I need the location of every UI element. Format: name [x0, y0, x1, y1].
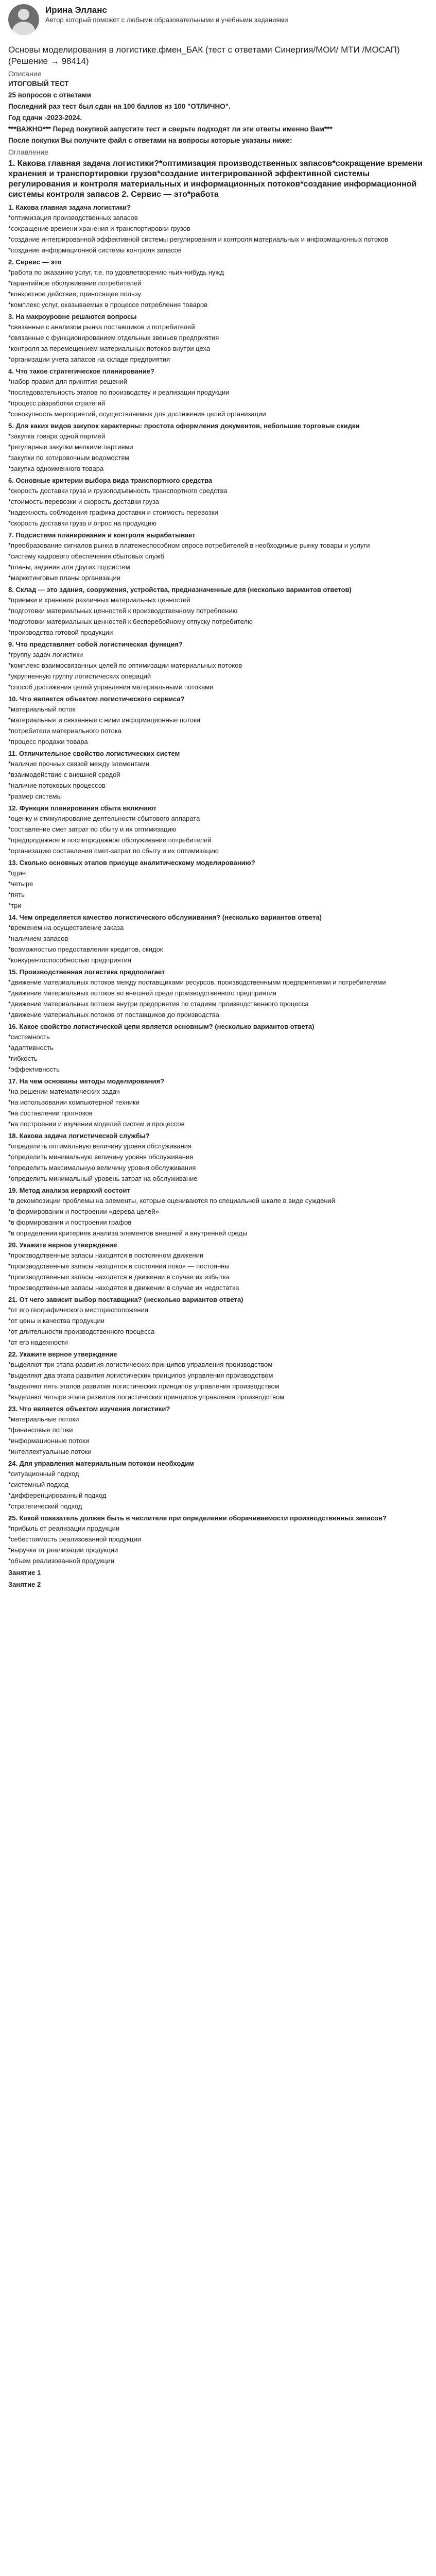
answer-option: *преобразование сигналов рынка в платежеспособном спросе потребителей в необходимые рынку товары и услуги	[8, 541, 370, 549]
question-block	[8, 1514, 428, 1565]
toc-label: Оглавление	[8, 148, 49, 156]
question-title: 9. Что представляет собой логистическая функция?	[8, 640, 183, 648]
final-test-heading: ИТОГОВЫЙ ТЕСТ	[8, 80, 69, 88]
question-title: 18. Какова задача логистической службы?	[8, 1132, 150, 1140]
question-block	[8, 203, 428, 255]
answer-option: *системность	[8, 1033, 50, 1041]
author-info	[45, 4, 334, 24]
answer-option: *материальные потоки	[8, 1415, 79, 1423]
answer-option: *предпродажное и послепродажное обслуживание потребителей	[8, 836, 212, 844]
answer-option: *закупка товара одной партией	[8, 432, 106, 440]
answer-option: *стоимость перевозки и скорость доставки груза	[8, 498, 160, 505]
year-text: Год сдачи -2023-2024.	[8, 114, 82, 122]
answer-option: *укрупненную группу логистических операций	[8, 672, 151, 680]
answer-option: *взаимодействие с внешней средой	[8, 771, 120, 778]
answer-option: *движение материальных потоков от поставщиков до производства	[8, 1011, 219, 1019]
answer-option: *определить максимальную величину уровня обслуживания	[8, 1164, 196, 1172]
answer-option: *скорость доставки груза и опрос на продукцию	[8, 519, 157, 527]
answer-option: *от длительности производственного процесса	[8, 1328, 155, 1335]
answer-option: *движение материальных потоков между поставщиками ресурсов, производственными предприятиями и потребителями	[8, 978, 386, 986]
answer-option: *оценку и стимулирование деятельности сбытового аппарата	[8, 815, 200, 822]
question-block	[8, 1404, 428, 1456]
answer-option: *выделяют пять этапов развития логистических принципов управления производством	[8, 1382, 280, 1390]
question-title: 24. Для управления материальным потоком необходим	[8, 1460, 194, 1467]
answer-option: *интеллектуальные потоки	[8, 1448, 92, 1455]
answer-option: *комплекс услуг, оказываемых в процессе потребления товаров	[8, 301, 208, 309]
answer-option: *совокупность мероприятий, осуществляемых для достижения целей организации	[8, 410, 266, 418]
question-block	[8, 367, 428, 418]
answer-option: *в формировании и построении «дерева целей»	[8, 1208, 159, 1215]
answer-option: *финансовые потоки	[8, 1426, 73, 1434]
answer-option: *создание интегрированной эффективной системы регулирования и контроля материальных и информационных потоков	[8, 235, 389, 243]
answer-option: *на составлении прогнозов	[8, 1109, 93, 1117]
question-block	[8, 476, 428, 528]
question-block	[8, 913, 428, 964]
question-title: 20. Укажите верное утверждение	[8, 1241, 117, 1249]
answer-option: *объем реализованной продукции	[8, 1557, 115, 1565]
question-block	[8, 1350, 428, 1401]
answer-option: *комплекс взаимосвязанных целей по оптимизации материальных потоков	[8, 662, 242, 669]
answer-option: *один	[8, 869, 26, 877]
answer-option: *стратегический подход	[8, 1502, 82, 1510]
avatar-body-shape	[12, 22, 35, 35]
answer-option: *способ достижения целей управления материальными потоками	[8, 683, 214, 691]
answer-option: *планы, задания для других подсистем	[8, 563, 130, 571]
answer-option: *маркетинговые планы организации	[8, 574, 120, 582]
answer-option: *возможностью предоставления кредитов, скидок	[8, 945, 163, 953]
question-title: 17. На чем основаны методы моделирования?	[8, 1077, 165, 1085]
question-block	[8, 640, 428, 691]
answer-option: *от его надежности	[8, 1338, 68, 1346]
answer-option: *системный подход	[8, 1481, 69, 1488]
author-name[interactable]: Ирина Элланс	[45, 5, 107, 15]
answer-option: *производственные запасы находятся в постоянном движении	[8, 1251, 204, 1259]
question-block	[8, 694, 428, 746]
question-block	[8, 585, 428, 637]
question-title: 22. Укажите верное утверждение	[8, 1350, 117, 1358]
answer-option: *наличие прочных связей между элементами	[8, 760, 150, 768]
lesson-2-heading: Занятие 2	[8, 1581, 41, 1588]
question-block	[8, 1241, 428, 1292]
answer-option: *создание информационной системы контроля запасов	[8, 246, 182, 254]
lesson-1-heading: Занятие 1	[8, 1569, 41, 1577]
answer-option: *конкурентоспособностью предприятия	[8, 956, 131, 964]
answer-option: *приемки и хранения различных материальных ценностей	[8, 596, 190, 604]
avatar[interactable]	[8, 4, 39, 35]
answer-option: *закупка одноименного товара	[8, 465, 104, 472]
answer-option: *организацию составления смет-затрат по сбыту и их оптимизацию	[8, 847, 219, 855]
answer-option: *три	[8, 902, 22, 909]
question-title: 16. Какое свойство логистической цепи является основным? (несколько вариантов ответа)	[8, 1023, 315, 1030]
answer-option: *на решении математических задач	[8, 1088, 120, 1095]
answer-option: *потребители материального потока	[8, 727, 122, 735]
question-title: 21. От чего зависит выбор поставщика? (несколько вариантов ответа)	[8, 1296, 243, 1303]
answer-option: *конкретное действие, приносящее пользу	[8, 290, 142, 298]
answer-option: *подготовки материальных ценностей к производственному потреблению	[8, 607, 238, 615]
important-note: ***ВАЖНО*** Перед покупкой запустите тест и сверьте подходят ли эти ответы именно Вам***	[8, 125, 333, 133]
question-title: 19. Метод анализа иерархий состоит	[8, 1187, 130, 1194]
answer-option: *производственные запасы находятся в движении в случае их недостатка	[8, 1284, 239, 1292]
answer-option: *связанные с функционированием отдельных звеньев предприятия	[8, 334, 219, 342]
question-title: 1. Какова главная задача логистики?	[8, 204, 131, 211]
question-block	[8, 1459, 428, 1511]
answer-option: *определить оптимальную величину уровня обслуживания	[8, 1142, 192, 1150]
question-title: 25. Какой показатель должен быть в числителе при определении оборачиваемости производственных запасов?	[8, 1514, 387, 1522]
question-title: 12. Функции планирования сбыта включают	[8, 804, 156, 812]
question-block	[8, 1295, 428, 1347]
answer-option: *организации учета запасов на складе предприятия	[8, 355, 170, 363]
answer-option: *прибыль от реализации продукции	[8, 1524, 120, 1532]
answer-option: *производства готовой продукции	[8, 629, 113, 636]
question-title: 15. Производственная логистика предполагает	[8, 968, 165, 976]
question-title: 6. Основные критерии выбора вида транспортного средства	[8, 477, 213, 484]
question-block	[8, 1186, 428, 1238]
question-title: 7. Подсистема планирования и контроля вырабатывает	[8, 531, 196, 539]
answer-option: *пять	[8, 891, 25, 899]
question-block	[8, 1077, 428, 1128]
after-purchase-note: После покупки Вы получите файл с ответами на вопросы которые указаны ниже:	[8, 137, 292, 144]
answer-option: *себестоимость реализованной продукции	[8, 1535, 141, 1543]
answer-option: *движение материальных потоков во внешней среде производственного предприятия	[8, 989, 276, 997]
question-title: 11. Отличительное свойство логистических систем	[8, 750, 180, 757]
page-title: Основы моделирования в логистике.фмен_БАК (тест с ответами Синергия/МОИ/ МТИ /МОСАП) (Решение → 98414)	[8, 45, 400, 66]
answer-option: *надежность соблюдения графика доставки и стоимость перевозки	[8, 509, 218, 516]
question-title: 14. Чем определяется качество логистического обслуживания? (несколько вариантов ответа)	[8, 913, 322, 921]
last-result: Последний раз тест был сдан на 100 баллов из 100 "ОТЛИЧНО".	[8, 103, 231, 110]
answer-option: *размер системы	[8, 792, 62, 800]
answer-option: *последовательность этапов по производству и реализации продукции	[8, 388, 230, 396]
answer-option: *в декомпозиции проблемы на элементы, которые оцениваются по специальной шкале в виде суждений	[8, 1197, 336, 1205]
question-title: 3. На макроуровне решаются вопросы	[8, 313, 137, 320]
answer-option: *определить минимальный уровень затрат на обслуживание	[8, 1175, 198, 1182]
answer-option: *выделяют два этапа развития логистических принципов управления производством	[8, 1371, 273, 1379]
toc-intro-question: 1. Какова главная задача логистики?*оптимизация производственных запасов*сокращение времени хранения и транспортировки грузов*создание интегрированной эффективной системы регулирования и контроля материальных и информационных потоков*создание информационной системы контроля запасов 2. Сервис — это*работа	[8, 159, 423, 199]
answer-option: *производственные запасы находятся в движении в случае их избытка	[8, 1273, 230, 1281]
answer-option: *от цены и качества продукции	[8, 1317, 105, 1325]
answer-option: *на использовании компьютерной техники	[8, 1098, 140, 1106]
question-block	[8, 858, 428, 910]
answer-option: *дифференцированный подход	[8, 1492, 107, 1499]
answer-option: *от его географического месторасположения	[8, 1306, 148, 1314]
questions-count: 25 вопросов с ответами	[8, 91, 92, 99]
question-block	[8, 258, 428, 309]
answer-option: *движение материальных потоков внутри предприятия по стадиям производственного процесса	[8, 1000, 309, 1008]
answer-option: *временем на осуществление заказа	[8, 924, 124, 931]
answer-option: *четыре	[8, 880, 33, 888]
answer-option: *закупки по котировочным ведомостям	[8, 454, 130, 462]
description-label: Описание	[8, 70, 42, 78]
answer-option: *гибкость	[8, 1055, 38, 1062]
answer-option: *материальный поток	[8, 705, 76, 713]
answer-option: *производственные запасы находятся в состоянии покоя — постоянны	[8, 1262, 230, 1270]
answer-option: *определить минимальную величину уровня обслуживания	[8, 1153, 194, 1161]
question-block	[8, 804, 428, 855]
question-block	[8, 531, 428, 582]
question-block	[8, 968, 428, 1019]
answer-option: *процесс разработки стратегий	[8, 399, 106, 407]
answer-option: *связанные с анализом рынка поставщиков и потребителей	[8, 323, 195, 331]
answer-option: *на построении и изучении моделей систем и процессов	[8, 1120, 185, 1128]
answer-option: *наличием запасов	[8, 935, 68, 942]
question-block	[8, 749, 428, 801]
answer-option: *информационные потоки	[8, 1437, 90, 1445]
question-block	[8, 312, 428, 364]
answer-option: *в формировании и построении графов	[8, 1218, 132, 1226]
avatar-head-shape	[18, 9, 29, 20]
question-block	[8, 1131, 428, 1183]
author-block	[8, 4, 428, 36]
question-title: 13. Сколько основных этапов присуще аналитическому моделированию?	[8, 859, 255, 867]
answer-option: *наличие потоковых процессов	[8, 782, 106, 789]
author-description: Автор который поможет с любыми образовательными и учебными заданиями	[45, 16, 288, 24]
answer-option: *эффективность	[8, 1065, 60, 1073]
answer-option: *подготовки материальных ценностей к бесперебойному отпуску потребителю	[8, 618, 253, 625]
answer-option: *составление смет затрат по сбыту и их оптимизацию	[8, 825, 177, 833]
question-title: 2. Сервис — это	[8, 258, 62, 266]
answer-option: *скорость доставки груза и грузоподъемность транспортного средства	[8, 487, 228, 495]
answer-option: *выделяют три этапа развития логистических принципов управления производством	[8, 1361, 273, 1368]
question-title: 4. Что такое стратегическое планирование?	[8, 367, 154, 375]
question-title: 23. Что является объектом изучения логистики?	[8, 1405, 170, 1413]
answer-option: *гарантийное обслуживание потребителей	[8, 279, 142, 287]
answer-option: *в определении критериев анализа элементов внешней и внутренней среды	[8, 1229, 248, 1237]
answer-option: *сокращение времени хранения и транспортировки грузов	[8, 225, 190, 232]
question-block	[8, 421, 428, 473]
question-title: 5. Для каких видов закупок характерны: простота оформления документов, небольшие торговые скидки	[8, 422, 360, 430]
answer-option: *группу задач логистики	[8, 651, 83, 658]
answer-option: *ситуационный подход	[8, 1470, 79, 1478]
answer-option: *материальные и связанные с ними информационные потоки	[8, 716, 200, 724]
answer-option: *оптимизация производственных запасов	[8, 214, 138, 222]
answer-option: *систему кадрового обеспечения сбытовых служб	[8, 552, 164, 560]
question-title: 8. Склад — это здания, сооружения, устройства, предназначенные для (несколько вариантов ответов)	[8, 586, 352, 594]
answer-option: *адаптивность	[8, 1044, 54, 1052]
answer-option: *выручка от реализации продукции	[8, 1546, 118, 1554]
answer-option: *регулярные закупки мелкими партиями	[8, 443, 133, 451]
answer-option: *выделяют четыре этапа развития логистических принципов управления производством	[8, 1393, 285, 1401]
question-block	[8, 1022, 428, 1074]
answer-option: *работа по оказанию услуг, т.е. по удовлетворению чьих-нибудь нужд	[8, 268, 224, 276]
answer-option: *набор правил для принятия решений	[8, 378, 128, 385]
question-list	[8, 203, 428, 1565]
answer-option: *процесс продажи товара	[8, 738, 88, 745]
question-title: 10. Что является объектом логистического сервиса?	[8, 695, 185, 703]
answer-option: *контроля за перемещением материальных потоков внутри цеха	[8, 345, 211, 352]
